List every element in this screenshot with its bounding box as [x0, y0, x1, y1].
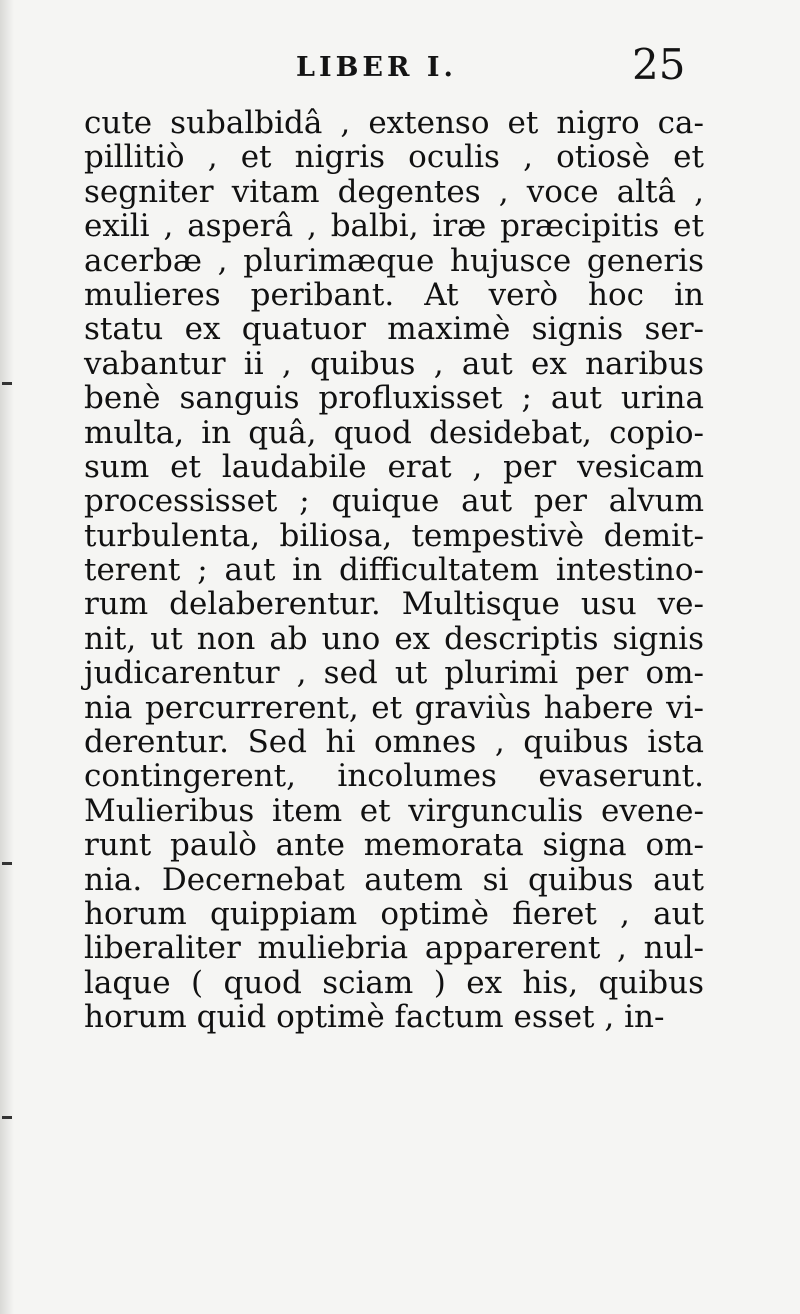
text-line: runt paulò ante memorata signa om-: [84, 827, 704, 864]
text-line: laque ( quod sciam ) ex his, quibus: [84, 964, 704, 1001]
text-line: rum delaberentur. Multisque usu ve-: [84, 586, 704, 623]
page-number: 25: [632, 40, 686, 89]
text-line: mulieres peribant. At verò hoc in: [84, 276, 704, 313]
text-line: acerbæ , plurimæque hujusce generis: [84, 242, 704, 279]
text-line: terent ; aut in difficultatem intestino-: [84, 552, 704, 589]
text-line: statu ex quatuor maximè signis ser-: [84, 311, 704, 348]
page-header: [0, 40, 800, 100]
text-line: exili , asperâ , balbi, iræ præcipitis et: [84, 208, 704, 245]
body-text: [84, 106, 704, 1035]
text-line: horum quippiam optimè fieret , aut: [84, 895, 704, 932]
text-line: nit, ut non ab uno ex descriptis signis: [84, 620, 704, 657]
text-line: nia. Decernebat autem si quibus aut: [84, 861, 704, 898]
text-line: judicarentur , sed ut plurimi per om-: [84, 655, 704, 692]
margin-mark: [2, 862, 12, 865]
text-line: segniter vitam degentes , voce altâ ,: [84, 173, 704, 210]
text-line: multa, in quâ, quod desidebat, copio-: [84, 414, 704, 451]
text-line: turbulenta, biliosa, tempestivè demit-: [84, 517, 704, 554]
running-head: LIBER I.: [296, 52, 457, 83]
text-line: derentur. Sed hi omnes , quibus ista: [84, 724, 704, 761]
text-line: cute subalbidâ , extenso et nigro ca-: [84, 105, 704, 141]
text-line: sum et laudabile erat , per vesicam: [84, 448, 704, 485]
text-line: pillitiò , et nigris oculis , otiosè et: [84, 139, 704, 176]
text-line: nia percurrerent, et graviùs habere vi-: [84, 689, 704, 726]
margin-mark: [2, 382, 12, 385]
text-line: horum quid optimè factum esset , in-: [84, 999, 665, 1036]
margin-mark: [2, 1116, 12, 1119]
text-line: processisset ; quique aut per alvum: [84, 483, 704, 520]
text-line: Mulieribus item et virgunculis evene-: [84, 792, 704, 829]
text-line: benè sanguis profluxisset ; aut urina: [84, 380, 704, 417]
text-line: vabantur ii , quibus , aut ex naribus: [84, 345, 704, 382]
text-line: contingerent, incolumes evaserunt.: [84, 758, 704, 795]
text-line: liberaliter muliebria apparerent , nul-: [84, 930, 704, 967]
